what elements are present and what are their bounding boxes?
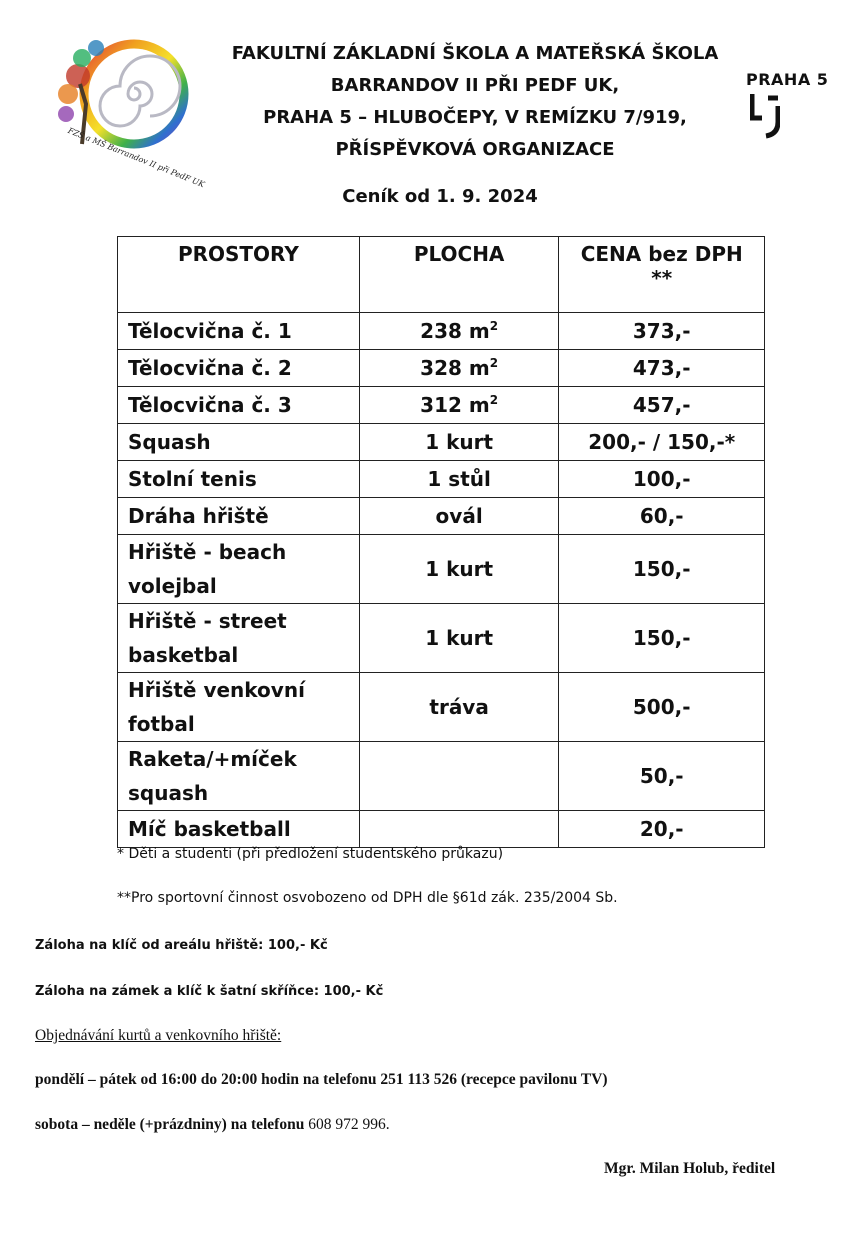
table-row bbox=[118, 535, 765, 604]
row-area: 328 $m^2$ bbox=[359, 350, 559, 387]
ordering-weekend-phone: 608 972 996 bbox=[308, 1116, 386, 1133]
header-line-3: PRAHA 5 – HLUBOČEPY, V REMÍZKU 7/919, bbox=[263, 107, 687, 128]
row-area: 1 kurt bbox=[359, 535, 559, 604]
school-logo bbox=[52, 34, 206, 190]
header-spaces: PROSTORY bbox=[118, 237, 360, 313]
row-area bbox=[359, 811, 559, 848]
signature: Mgr. Milan Holub, ředitel bbox=[604, 1160, 776, 1177]
table-row bbox=[118, 811, 765, 848]
row-price: 457,- bbox=[559, 387, 765, 424]
row-name: Squash bbox=[118, 424, 360, 461]
table-row bbox=[118, 350, 765, 387]
table-row bbox=[118, 742, 765, 811]
praha5-logo-icon bbox=[750, 92, 780, 144]
ordering-title: Objednávání kurtů a venkovního hřiště: bbox=[35, 1027, 282, 1044]
row-name: Tělocvična č. 2 bbox=[118, 350, 360, 387]
row-name: Hřiště venkovní fotbal bbox=[118, 673, 360, 742]
ordering-weekend-text: sobota – neděle (+prázdniny) na telefonu bbox=[35, 1116, 309, 1133]
row-price: 373,- bbox=[559, 313, 765, 350]
deposit-key: Záloha na klíč od areálu hřiště: 100,- Kč bbox=[35, 938, 328, 953]
row-area: ovál bbox=[359, 498, 559, 535]
row-price: 60,- bbox=[559, 498, 765, 535]
row-name: Hřiště - beach volejbal bbox=[118, 535, 360, 604]
header-area: PLOCHA bbox=[359, 237, 559, 313]
header-line-1: FAKULTNÍ ZÁKLADNÍ ŠKOLA A MATEŘSKÁ ŠKOLA bbox=[231, 43, 719, 64]
price-table bbox=[117, 236, 765, 848]
row-price: 200,- / 150,-* bbox=[559, 424, 765, 461]
table-row bbox=[118, 498, 765, 535]
row-price: 500,- bbox=[559, 673, 765, 742]
row-price: 20,- bbox=[559, 811, 765, 848]
header-price-label: CENA bez DPH bbox=[580, 242, 743, 266]
table-row bbox=[118, 604, 765, 673]
praha5-text: PRAHA 5 bbox=[746, 70, 829, 89]
row-price: 150,- bbox=[559, 604, 765, 673]
row-area: 1 kurt bbox=[359, 424, 559, 461]
row-name: Raketa/+míček squash bbox=[118, 742, 360, 811]
row-area: tráva bbox=[359, 673, 559, 742]
header-line-2: BARRANDOV II PŘI PEDF UK, bbox=[330, 75, 620, 96]
row-name: Dráha hřiště bbox=[118, 498, 360, 535]
row-area: 238 $m^2$ bbox=[359, 313, 559, 350]
header-price-note: ** bbox=[651, 266, 673, 290]
note-students: * Děti a studenti (při předložení studentského průkazu) bbox=[117, 846, 504, 862]
row-price: 100,- bbox=[559, 461, 765, 498]
logo-text: FZŠ a MŠ Barrandov II při PedF UK bbox=[66, 126, 206, 190]
table-row bbox=[118, 424, 765, 461]
ordering-weekday: pondělí – pátek od 16:00 do 20:00 hodin na telefonu 251 113 526 (recepce pavilonu TV) bbox=[35, 1071, 608, 1088]
table-row bbox=[118, 387, 765, 424]
row-price: 50,- bbox=[559, 742, 765, 811]
price-list-title: Ceník od 1. 9. 2024 bbox=[342, 186, 538, 207]
row-name: Hřiště - street basketbal bbox=[118, 604, 360, 673]
row-area bbox=[359, 742, 559, 811]
row-name: Míč basketball bbox=[118, 811, 360, 848]
row-name: Tělocvična č. 1 bbox=[118, 313, 360, 350]
praha5-logo bbox=[746, 70, 838, 150]
table-row bbox=[118, 461, 765, 498]
ordering-weekend: sobota – neděle (+prázdniny) na telefonu 608 972 996. bbox=[35, 1116, 390, 1133]
row-area: 312 $m^2$ bbox=[359, 387, 559, 424]
row-name: Stolní tenis bbox=[118, 461, 360, 498]
header-price bbox=[559, 237, 765, 313]
school-header bbox=[210, 38, 740, 166]
row-area: 1 kurt bbox=[359, 604, 559, 673]
row-price: 473,- bbox=[559, 350, 765, 387]
deposit-lock: Záloha na zámek a klíč k šatní skříňce: 100,- Kč bbox=[35, 984, 384, 999]
note-vat: **Pro sportovní činnost osvobozeno od DPH dle §61d zák. 235/2004 Sb. bbox=[117, 890, 618, 906]
header-line-4: PŘÍSPĚVKOVÁ ORGANIZACE bbox=[335, 139, 615, 160]
row-name: Tělocvična č. 3 bbox=[118, 387, 360, 424]
row-area: 1 stůl bbox=[359, 461, 559, 498]
table-row bbox=[118, 313, 765, 350]
row-price: 150,- bbox=[559, 535, 765, 604]
table-row bbox=[118, 673, 765, 742]
table-header-row bbox=[118, 237, 765, 313]
